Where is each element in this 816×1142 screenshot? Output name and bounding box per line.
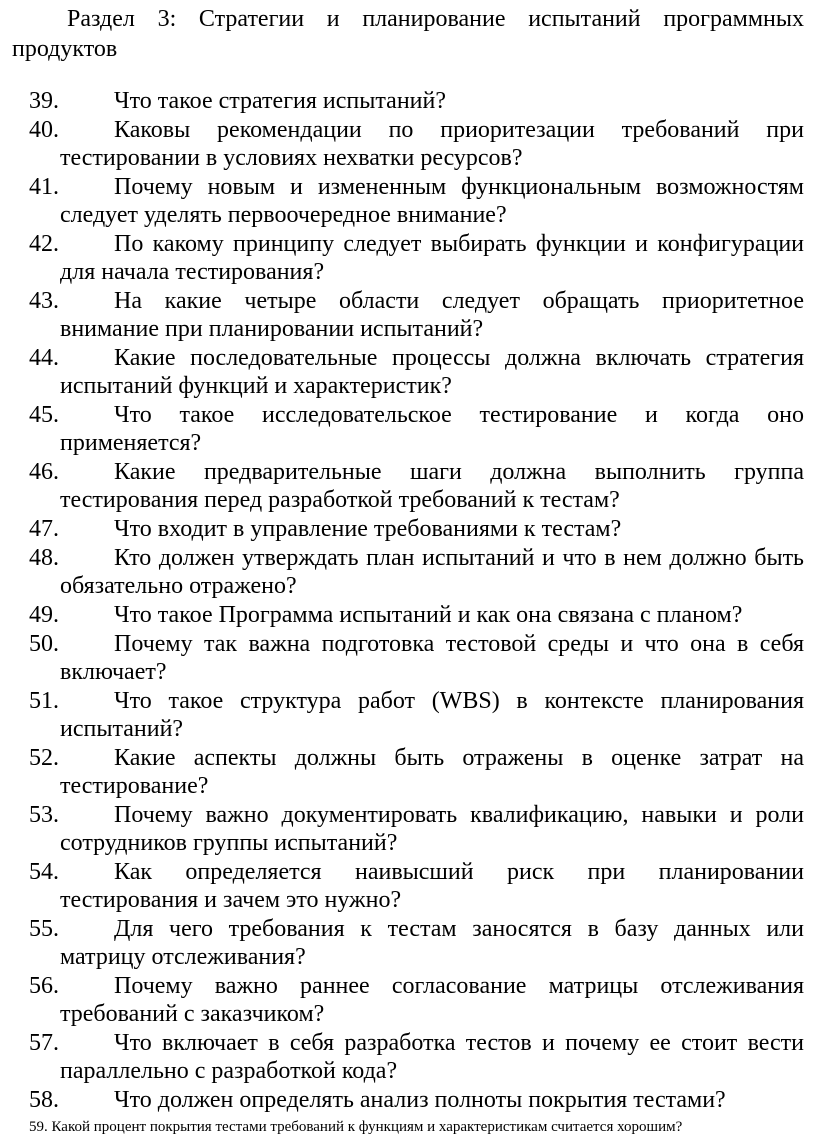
question-text: На какие четыре области следует обращать приоритетное внимание при планировании испытаний? (60, 288, 804, 342)
question-text: По какому принципу следует выбирать функции и конфигурации для начала тестирования? (60, 231, 804, 285)
question-number: 57. (29, 1030, 59, 1056)
question-text: Что такое Программа испытаний и как она связана с планом? (114, 602, 743, 628)
list-item (0, 630, 816, 686)
list-item (0, 972, 816, 1028)
question-number: 39. (29, 88, 59, 114)
question-text: Почему так важна подготовка тестовой среды и что она в себя включает? (60, 631, 804, 685)
question-number: 56. (29, 973, 59, 999)
question-number: 47. (29, 516, 59, 542)
question-number: 53. (29, 802, 59, 828)
list-item (0, 87, 816, 115)
question-number: 43. (29, 288, 59, 314)
question-number: 48. (29, 545, 59, 571)
list-item (0, 858, 816, 914)
question-text: Как определяется наивысший риск при планировании тестирования и зачем это нужно? (60, 859, 804, 913)
list-item (0, 458, 816, 514)
question-number: 54. (29, 859, 59, 885)
question-number: 41. (29, 174, 59, 200)
question-text: Какой процент покрытия тестами требований к функциям и характеристикам считается хорошим? (51, 1119, 683, 1135)
question-number: 58. (29, 1087, 59, 1113)
question-number: 44. (29, 345, 59, 371)
last-question (29, 1117, 809, 1137)
list-item (0, 116, 816, 172)
list-item (0, 915, 816, 971)
list-item (0, 544, 816, 600)
question-text: Что такое стратегия испытаний? (114, 88, 447, 114)
list-item (0, 801, 816, 857)
question-text: Какие предварительные шаги должна выполнить группа тестирования перед разработкой требований к тестам? (60, 459, 804, 513)
question-number: 49. (29, 602, 59, 628)
question-text: Что должен определять анализ полноты покрытия тестами? (114, 1087, 726, 1113)
question-number: 45. (29, 402, 59, 428)
list-item (0, 287, 816, 343)
question-text: Почему новым и измененным функциональным возможностям следует уделять первоочередное внимание? (60, 174, 804, 228)
question-number: 46. (29, 459, 59, 485)
list-item (0, 687, 816, 743)
list-item (0, 601, 816, 629)
question-text: Какие аспекты должны быть отражены в оценке затрат на тестирование? (60, 745, 804, 799)
list-item (0, 230, 816, 286)
list-item (0, 401, 816, 457)
question-text: Для чего требования к тестам заносятся в базу данных или матрицу отслеживания? (60, 916, 804, 970)
list-item (0, 173, 816, 229)
question-text: Каковы рекомендации по приоритезации требований при тестировании в условиях нехватки ресурсов? (60, 117, 804, 171)
question-text: Почему важно раннее согласование матрицы отслеживания требований с заказчиком? (60, 973, 804, 1027)
question-number: 55. (29, 916, 59, 942)
section-title: Раздел 3: Стратегии и планирование испытаний программных продуктов (12, 6, 804, 62)
list-item (0, 344, 816, 400)
question-number: 52. (29, 745, 59, 771)
list-item (0, 1086, 816, 1114)
question-number: 51. (29, 688, 59, 714)
question-text: Почему важно документировать квалификацию, навыки и роли сотрудников группы испытаний? (60, 802, 804, 856)
question-number: 40. (29, 117, 59, 143)
question-number: 50. (29, 631, 59, 657)
list-item (0, 1029, 816, 1085)
question-text: Кто должен утверждать план испытаний и что в нем должно быть обязательно отражено? (60, 545, 804, 599)
question-text: Какие последовательные процессы должна включать стратегия испытаний функций и характеристик? (60, 345, 804, 399)
question-number: 59. (29, 1119, 48, 1135)
question-text: Что включает в себя разработка тестов и почему ее стоит вести параллельно с разработкой кода? (60, 1030, 804, 1084)
question-text: Что такое исследовательское тестирование и когда оно применяется? (60, 402, 804, 456)
question-text: Что входит в управление требованиями к тестам? (114, 516, 622, 542)
question-number: 42. (29, 231, 59, 257)
list-item (0, 515, 816, 543)
questions-list (0, 87, 816, 1115)
list-item (0, 744, 816, 800)
question-text: Что такое структура работ (WBS) в контексте планирования испытаний? (60, 688, 804, 742)
